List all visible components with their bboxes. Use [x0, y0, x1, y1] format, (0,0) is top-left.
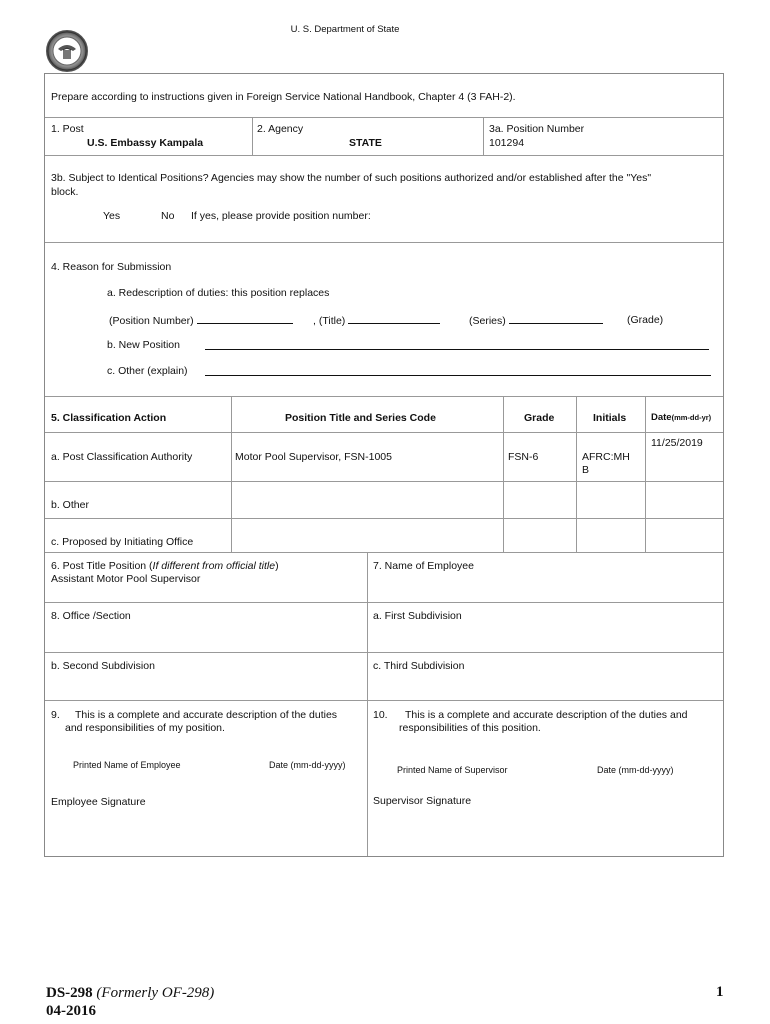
title-caption: , (Title)	[313, 315, 346, 327]
yes-option[interactable]: Yes	[103, 210, 121, 222]
reason-new-position[interactable]: b. New Position	[107, 339, 180, 351]
supervisor-certification-num: 10.	[373, 709, 388, 721]
employee-certification-text-2: and responsibilities of my position.	[65, 722, 225, 734]
form-formerly: (Formerly OF-298)	[96, 985, 215, 1001]
intro-row	[45, 74, 723, 118]
classification-action-header: 5. Classification Action	[51, 412, 167, 424]
form-revision: 04-2016	[46, 1003, 96, 1019]
department-seal-icon	[46, 30, 88, 72]
no-option[interactable]: No	[161, 210, 175, 222]
employee-certification-num: 9.	[51, 709, 60, 721]
form-id-line	[46, 984, 214, 1002]
second-subdivision-label: b. Second Subdivision	[51, 660, 155, 672]
grade-header: Grade	[524, 412, 555, 424]
office-section-label: 8. Office /Section	[51, 610, 131, 622]
date-header	[651, 412, 711, 423]
classification-row-label: a. Post Classification Authority	[51, 451, 193, 463]
form-footer	[46, 984, 214, 1020]
post-title-label-post: )	[275, 560, 279, 572]
employee-signature-label[interactable]: Employee Signature	[51, 796, 146, 808]
employee-certification-text-1: This is a complete and accurate description of the duties	[75, 709, 338, 721]
replaced-title-field[interactable]	[313, 314, 440, 327]
post-title-label	[51, 560, 279, 572]
post-agency-row	[45, 118, 723, 156]
position-number-caption: (Position Number)	[109, 315, 194, 327]
date-header-label: Date	[651, 412, 672, 423]
identical-positions-text-1: 3b. Subject to Identical Positions? Agencies may show the number of such positions authorized and/or established after the "Yes"	[51, 172, 652, 184]
office-section-row	[45, 603, 723, 653]
reason-label: 4. Reason for Submission	[51, 261, 172, 273]
position-number-value[interactable]: 101294	[489, 137, 525, 149]
reason-other[interactable]: c. Other (explain)	[107, 365, 188, 377]
signature-row	[45, 701, 723, 856]
position-title-header: Position Title and Series Code	[285, 412, 436, 424]
supervisor-signature-label[interactable]: Supervisor Signature	[373, 795, 472, 807]
replaced-position-number-field[interactable]	[109, 314, 293, 327]
post-value[interactable]: U.S. Embassy Kampala	[87, 137, 204, 149]
series-caption: (Series)	[469, 315, 506, 327]
classification-header-row	[45, 397, 723, 433]
identical-positions-text-2: block.	[51, 186, 79, 198]
agency-value[interactable]: STATE	[349, 137, 382, 149]
form-id: DS-298	[46, 985, 93, 1001]
first-subdivision-label: a. First Subdivision	[373, 610, 462, 622]
agency-label: 2. Agency	[257, 123, 304, 135]
post-title-value[interactable]: Assistant Motor Pool Supervisor	[51, 573, 201, 585]
position-number-label: 3a. Position Number	[489, 123, 585, 135]
classification-title-cell[interactable]: Motor Pool Supervisor, FSN-1005	[235, 451, 392, 463]
department-name: U. S. Department of State	[290, 24, 400, 35]
date-header-format: (mm-dd-yr)	[671, 413, 712, 422]
classification-row-label: b. Other	[51, 499, 89, 511]
other-explain-line[interactable]	[205, 375, 711, 376]
replaced-grade-caption[interactable]: (Grade)	[627, 314, 664, 326]
intro-text: Prepare according to instructions given in Foreign Service National Handbook, Chapter 4 (3 FAH-2).	[51, 91, 516, 103]
table-row	[45, 433, 723, 482]
third-subdivision-label: c. Third Subdivision	[373, 660, 465, 672]
classification-initials-cell[interactable]: AFRC:MH	[582, 451, 630, 463]
supervisor-certification-text-1: This is a complete and accurate description of the duties and	[405, 709, 688, 721]
supervisor-certification-text-2: responsibilities of this position.	[399, 722, 541, 734]
page-number: 1	[716, 984, 724, 1000]
subdivision-row	[45, 653, 723, 701]
post-title-label-italic: If different from official title	[152, 560, 276, 572]
new-position-line[interactable]	[205, 349, 709, 350]
employee-printed-name-label: Printed Name of Employee	[73, 760, 181, 770]
table-row	[45, 482, 723, 519]
table-row	[45, 519, 723, 553]
supervisor-date-label: Date (mm-dd-yyyy)	[597, 765, 674, 775]
position-description-form	[44, 73, 724, 857]
classification-date-cell[interactable]: 11/25/2019	[651, 437, 703, 449]
post-title-row	[45, 553, 723, 603]
identical-position-number-prompt: If yes, please provide position number:	[191, 210, 371, 222]
classification-initials-cell-2: B	[582, 464, 590, 476]
employee-name-label: 7. Name of Employee	[373, 560, 474, 572]
post-label: 1. Post	[51, 123, 84, 135]
identical-positions-row	[45, 156, 723, 243]
reason-row	[45, 243, 723, 397]
post-title-label-pre: 6. Post Title Position (	[51, 560, 153, 572]
initials-header: Initials	[593, 412, 627, 424]
reason-redescription[interactable]: a. Redescription of duties: this position replaces	[107, 287, 330, 299]
replaced-series-field[interactable]	[469, 314, 603, 327]
employee-date-label: Date (mm-dd-yyyy)	[269, 760, 346, 770]
supervisor-printed-name-label: Printed Name of Supervisor	[397, 765, 508, 775]
classification-grade-cell[interactable]: FSN-6	[508, 451, 539, 463]
classification-row-label: c. Proposed by Initiating Office	[51, 536, 194, 548]
